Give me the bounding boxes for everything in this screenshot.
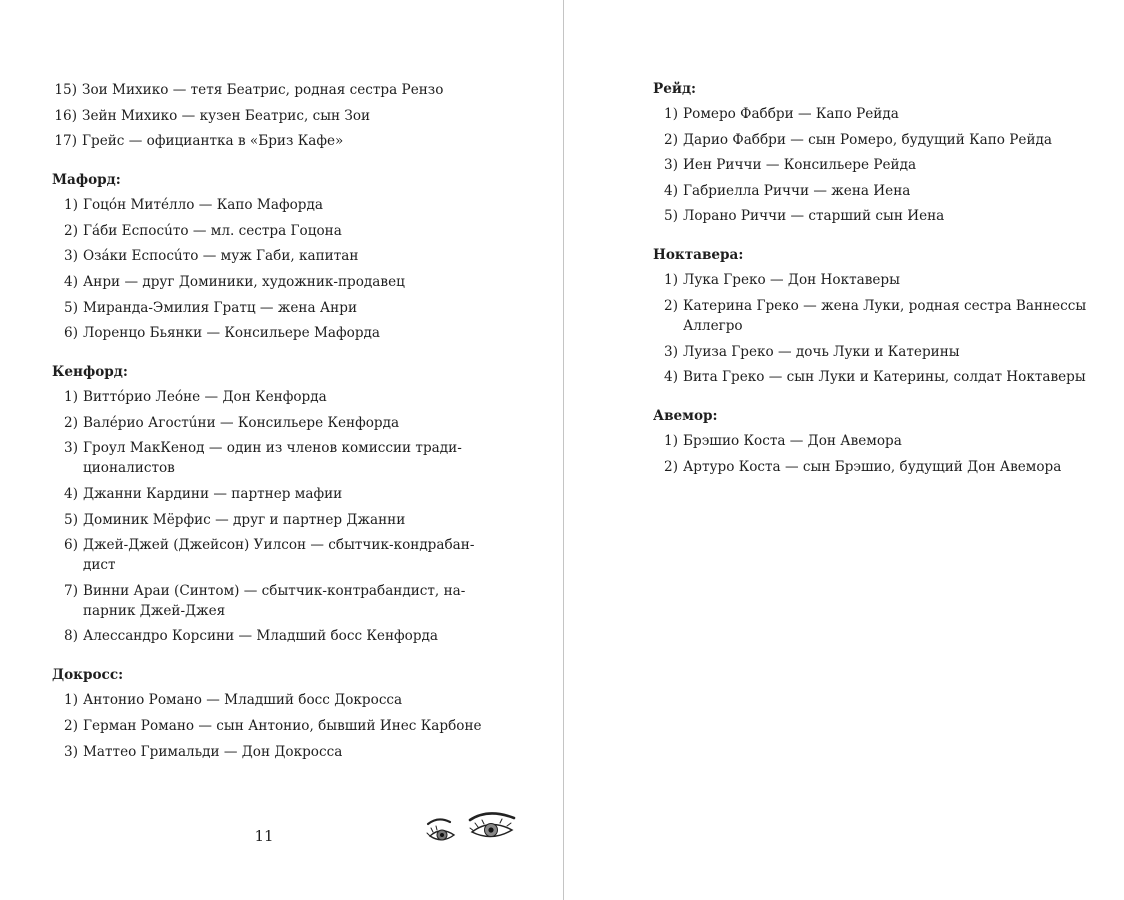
item-text: Гáби Еспосúто — мл. сестра Гоцона	[83, 222, 342, 239]
character-list	[52, 387, 484, 646]
list-item	[653, 130, 1089, 150]
item-text: Зейн Михико — кузен Беатрис, сын Зои	[82, 107, 371, 124]
section-title: Авемор:	[653, 408, 718, 425]
item-number: 1)	[664, 433, 678, 450]
item-number: 4)	[64, 273, 78, 290]
item-number: 6)	[64, 537, 78, 554]
right-page-content	[653, 79, 1089, 496]
list-item	[52, 438, 484, 478]
item-number: 2)	[664, 131, 678, 148]
section-title: Докросс:	[52, 667, 124, 684]
item-text: Анри — друг Доминики, художник-продавец	[83, 273, 405, 290]
item-text: Миранда-Эмилия Гратц — жена Анри	[83, 299, 357, 316]
list-item	[52, 221, 484, 241]
item-number: 3)	[64, 248, 78, 265]
list-item	[52, 484, 484, 504]
item-text: Антонио Романо — Младший босс Докросса	[83, 692, 403, 709]
item-number: 15)	[54, 82, 77, 98]
list-item	[653, 206, 1089, 226]
item-text: Маттео Гримальди — Дон Докросса	[83, 743, 343, 760]
list-item	[52, 387, 484, 407]
left-page-content	[52, 80, 484, 781]
list-item	[653, 431, 1089, 451]
item-number: 1)	[64, 692, 78, 709]
item-text: Гоцóн Митéлло — Капо Мафорда	[83, 197, 323, 214]
item-text: Габриелла Риччи — жена Иена	[683, 182, 911, 199]
item-number: 4)	[664, 369, 678, 386]
item-text: Озáки Еспосúто — муж Габи, капитан	[83, 248, 359, 265]
list-item	[653, 181, 1089, 201]
item-text: Луиза Греко — дочь Луки и Катерины	[683, 343, 960, 360]
item-text: Дарио Фаббри — сын Ромеро, будущий Капо Рейда	[683, 131, 1053, 148]
item-text: Иен Риччи — Консильере Рейда	[683, 157, 917, 174]
list-item	[52, 581, 484, 621]
section-dokross	[52, 665, 484, 761]
item-text: Алессандро Корсини — Младший босс Кенфорда	[83, 628, 439, 645]
item-text: Ромеро Фаббри — Капо Рейда	[683, 106, 899, 122]
item-number: 1)	[64, 389, 78, 406]
item-number: 8)	[64, 628, 78, 645]
list-item	[52, 690, 484, 710]
list-item	[653, 296, 1089, 336]
item-text: Валéрио Агостúни — Консильере Кенфорда	[83, 414, 400, 431]
list-item	[52, 131, 484, 151]
item-number: 1)	[664, 272, 678, 289]
item-text: Виттóрио Леóне — Дон Кенфорда	[83, 389, 327, 406]
eyes-icon	[424, 810, 520, 854]
item-number: 6)	[64, 325, 78, 342]
character-list	[52, 195, 484, 343]
item-number: 2)	[64, 414, 78, 431]
list-item	[52, 535, 484, 575]
character-list	[653, 431, 1089, 477]
list-item	[52, 272, 484, 292]
list-item	[52, 106, 484, 126]
item-text: Катерина Греко — жена Луки, родная сестра Ваннессы Аллегро	[683, 297, 1087, 334]
item-text: Герман Романо — сын Антонио, бывший Инес Карбоне	[83, 717, 482, 734]
item-text: Брэшио Коста — Дон Авемора	[683, 433, 902, 450]
section-title: Ноктавера:	[653, 247, 744, 264]
item-text: Лука Греко — Дон Ноктаверы	[683, 272, 900, 289]
item-text: Джанни Кардини — партнер мафии	[83, 485, 343, 502]
item-number: 5)	[64, 511, 78, 528]
section-title: Кенфорд:	[52, 364, 128, 381]
item-number: 17)	[54, 133, 77, 150]
character-list	[653, 104, 1089, 226]
item-number: 5)	[64, 299, 78, 316]
list-item	[52, 413, 484, 433]
list-item	[52, 510, 484, 530]
list-item	[52, 298, 484, 318]
section-kenford	[52, 362, 484, 646]
section-reid	[653, 79, 1089, 226]
list-item	[52, 323, 484, 343]
item-number: 1)	[64, 197, 78, 214]
page-number: 11	[254, 827, 274, 845]
item-number: 3)	[64, 743, 78, 760]
list-item	[52, 716, 484, 736]
character-list	[52, 690, 484, 761]
item-number: 2)	[664, 297, 678, 314]
item-number: 2)	[64, 717, 78, 734]
item-number: 16)	[54, 107, 77, 124]
item-number: 5)	[664, 208, 678, 225]
list-item	[653, 155, 1089, 175]
section-title: Рейд:	[653, 81, 697, 97]
section-title: Мафорд:	[52, 172, 121, 189]
list-item	[653, 342, 1089, 362]
character-list	[653, 270, 1089, 387]
item-text: Джей-Джей (Джейсон) Уилсон — сбытчик-кондрабан-дист	[83, 537, 475, 574]
item-number: 2)	[664, 458, 678, 475]
list-item	[52, 626, 484, 646]
item-text: Доминик Мёрфис — друг и партнер Джанни	[83, 511, 406, 528]
right-page	[565, 0, 1124, 900]
item-text: Гроул МакКенод — один из членов комиссии тради-ционалистов	[83, 440, 462, 477]
item-text: Грейс — официантка в «Бриз Кафе»	[82, 133, 344, 150]
list-item	[52, 80, 484, 100]
list-item	[52, 195, 484, 215]
list-item	[653, 457, 1089, 477]
section-noktavera	[653, 245, 1089, 387]
item-number: 3)	[664, 157, 678, 174]
page-gutter-divider	[563, 0, 564, 900]
item-text: Вита Греко — сын Луки и Катерины, солдат Ноктаверы	[683, 369, 1086, 386]
list-item	[653, 104, 1089, 124]
section-maford	[52, 170, 484, 343]
item-text: Лоренцо Бьянки — Консильере Мафорда	[83, 325, 381, 342]
item-text: Зои Михико — тетя Беатрис, родная сестра Рензо	[82, 82, 444, 98]
item-number: 4)	[64, 485, 78, 502]
item-number: 1)	[664, 106, 678, 122]
item-text: Винни Араи (Синтом) — сбытчик-контрабандист, на-парник Джей-Джея	[83, 582, 466, 619]
item-number: 4)	[664, 182, 678, 199]
item-number: 7)	[64, 582, 78, 599]
list-item	[52, 246, 484, 266]
character-list	[52, 80, 484, 151]
item-number: 3)	[64, 440, 78, 457]
list-item	[653, 270, 1089, 290]
item-number: 3)	[664, 343, 678, 360]
item-text: Лорано Риччи — старший сын Иена	[683, 208, 945, 225]
section-avemor	[653, 406, 1089, 477]
section-continued	[52, 80, 484, 151]
item-text: Артуро Коста — сын Брэшио, будущий Дон Авемора	[683, 458, 1062, 475]
list-item	[653, 367, 1089, 387]
list-item	[52, 742, 484, 762]
item-number: 2)	[64, 222, 78, 239]
